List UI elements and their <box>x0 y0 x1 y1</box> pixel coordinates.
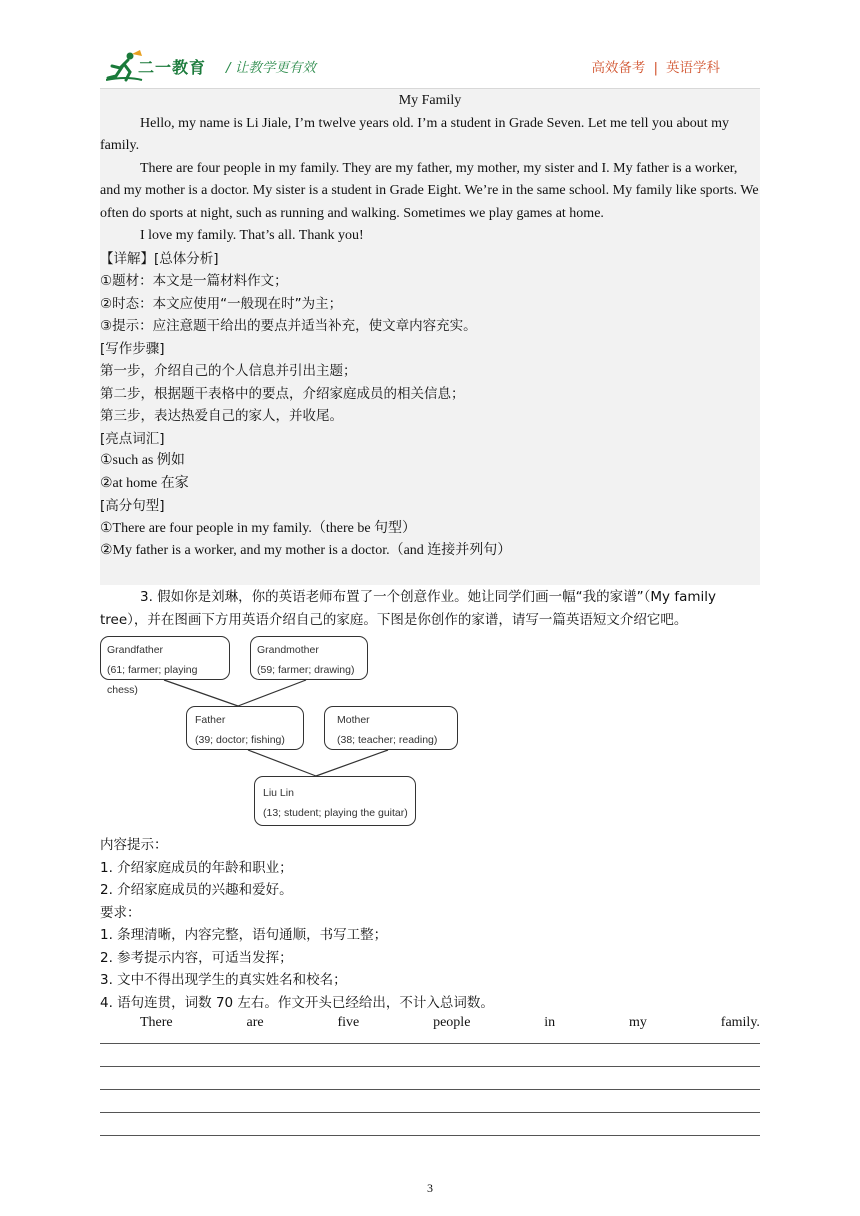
essay-paragraph-2: There are four people in my family. They are my father, my mother, my sister and I. My father is a worker, and my mother is a doctor. My sister is a student in Grade Eight. We’re in the same school. My family like sports. We often do sports at night, such as running and walking. Sometimes we play games at home. <box>100 160 759 221</box>
analysis-line: ②at home 在家 <box>100 475 189 491</box>
writing-line[interactable] <box>100 1066 760 1067</box>
writing-line[interactable] <box>100 1089 760 1090</box>
node-info: (13; student; playing the guitar) <box>263 807 408 819</box>
analysis-line: ①题材：本文是一篇材料作文； <box>100 273 288 289</box>
question-intro: 3. 假如你是刘琳，你的英语老师布置了一个创意作业。她让同学们画一幅“我的家谱”（My family tree），并在图画下方用英语介绍自己的家庭。下图是你创作的家谱，请写一篇英语短文介绍它吧。 <box>100 589 717 628</box>
tree-node-father <box>186 706 304 750</box>
writing-area <box>100 1015 760 1158</box>
family-tree-diagram <box>100 634 480 830</box>
analysis-heading: 【详解】[总体分析] <box>100 250 219 267</box>
essay-opening <box>100 1015 760 1031</box>
analysis-line: ③提示：应注意题干给出的要点并适当补充，使文章内容充实。 <box>100 318 477 334</box>
node-info: (39; doctor; fishing) <box>195 734 285 746</box>
analysis-line: 第二步，根据题干表格中的要点，介绍家庭成员的相关信息； <box>100 385 465 402</box>
question-intro-block <box>100 586 760 631</box>
requirements-title: 要求： <box>100 904 141 921</box>
node-info: (61; farmer; playing chess) <box>107 664 198 696</box>
node-name: Liu Lin <box>263 787 294 799</box>
page-header <box>100 46 760 86</box>
node-name: Grandmother <box>257 644 319 656</box>
opening-word: in <box>544 1015 556 1030</box>
tree-node-grandmother <box>250 636 368 680</box>
analysis-line: ②My father is a worker, and my mother is a doctor.（and 连接并列句） <box>100 543 512 558</box>
header-slogan: / 让教学更有效 <box>226 60 316 76</box>
logo-text: 二一教育 <box>138 58 207 77</box>
analysis-subheading: [高分句型] <box>100 498 165 514</box>
essay-title: My Family <box>398 93 462 108</box>
hint-item: 2. 介绍家庭成员的兴趣和爱好。 <box>100 882 293 898</box>
analysis-line: ①There are four people in my family.（there be 句型） <box>100 520 417 536</box>
header-exam-label: 高效备考 <box>591 60 646 76</box>
analysis-line: 第一步，介绍自己的个人信息并引出主题； <box>100 363 357 379</box>
opening-word: my <box>629 1015 647 1030</box>
analysis-subheading: [写作步骤] <box>100 340 165 357</box>
requirement-item: 2. 参考提示内容，可适当发挥； <box>100 949 293 966</box>
tree-node-grandfather <box>100 636 230 696</box>
essay-paragraph-1: Hello, my name is Li Jiale, I’m twelve years old. I’m a student in Grade Seven. Let me tell you about my family. <box>100 115 730 153</box>
analysis-line: 第三步，表达热爱自己的家人，并收尾。 <box>100 408 343 424</box>
header-separator: | <box>653 60 658 76</box>
essay-paragraph-3: I love my family. That’s all. Thank you! <box>140 228 364 243</box>
requirement-item: 3. 文中不得出现学生的真实姓名和校名； <box>100 972 347 988</box>
requirements-block <box>100 834 760 1014</box>
node-name: Father <box>195 714 226 726</box>
answer-section <box>100 90 760 563</box>
opening-word: are <box>246 1015 264 1030</box>
page-number: 3 <box>427 1181 433 1195</box>
hint-item: 1. 介绍家庭成员的年龄和职业； <box>100 859 293 876</box>
writing-line[interactable] <box>100 1043 760 1044</box>
writing-line[interactable] <box>100 1135 760 1136</box>
tree-node-mother <box>324 706 458 750</box>
opening-word: five <box>337 1015 360 1030</box>
header-subject <box>591 56 720 76</box>
analysis-line: ②时态：本文应使用“一般现在时”为主； <box>100 295 343 312</box>
requirement-item: 4. 语句连贯，词数 70 左右。作文开头已经给出，不计入总词数。 <box>100 994 494 1011</box>
node-info: (38; teacher; reading) <box>337 734 438 746</box>
analysis-line: ①such as 例如 <box>100 453 185 468</box>
node-info: (59; farmer; drawing) <box>257 664 355 676</box>
requirement-item: 1. 条理清晰，内容完整，语句通顺，书写工整； <box>100 927 388 943</box>
node-name: Mother <box>337 714 370 726</box>
header-subject-label: 英语学科 <box>666 60 720 76</box>
analysis-subheading: [亮点词汇] <box>100 430 165 447</box>
hint-title: 内容提示： <box>100 837 168 853</box>
opening-word: people <box>433 1015 471 1030</box>
writing-line[interactable] <box>100 1112 760 1113</box>
opening-word: There <box>140 1015 173 1030</box>
opening-word: family. <box>720 1015 760 1030</box>
tree-node-self <box>254 776 416 826</box>
node-name: Grandfather <box>107 644 164 656</box>
